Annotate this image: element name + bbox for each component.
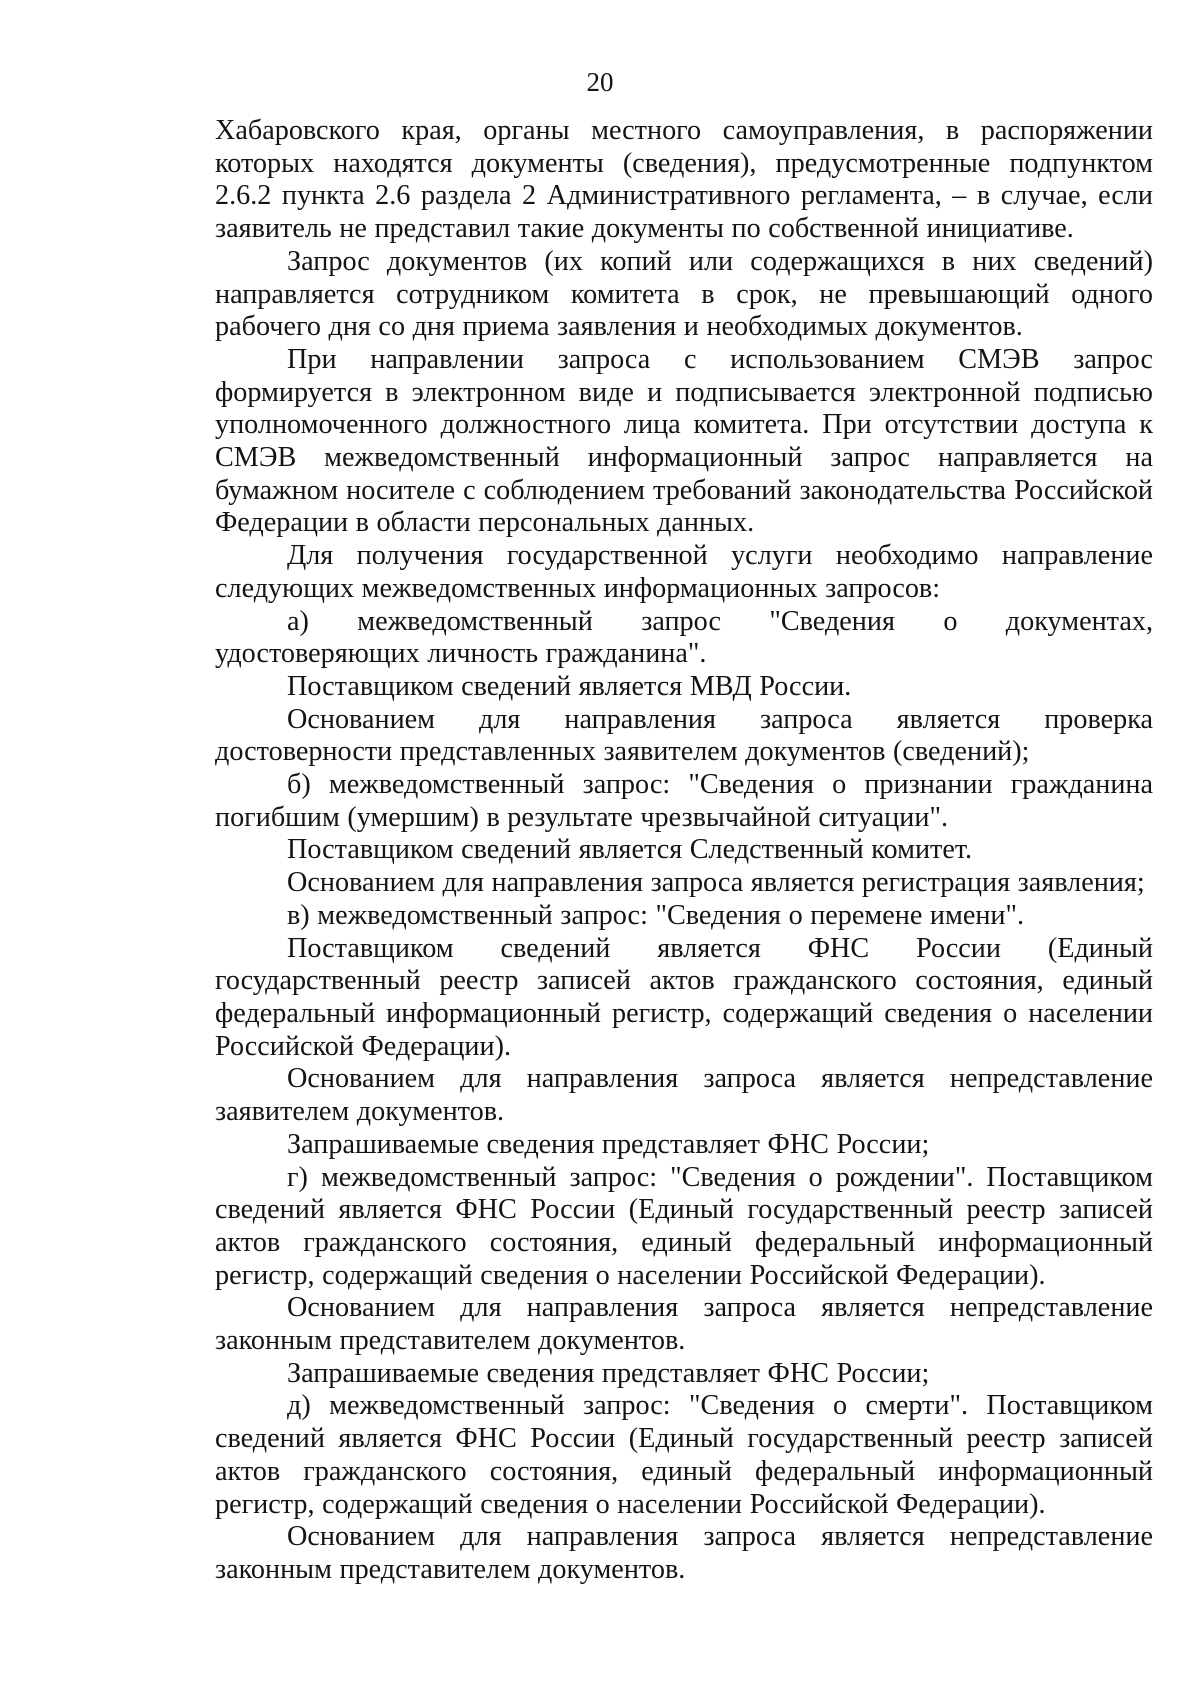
paragraph: Поставщиком сведений является ФНС России (Единый государственный реестр записей актов гражданского состояния, единый федеральный информационный регистр, содержащий сведения о населении Российской Федерации). (215, 932, 1153, 1062)
paragraph: Основанием для направления запроса является непредставление законным представителем документов. (215, 1521, 1153, 1585)
paragraph: а) межведомственный запрос "Сведения о документах, удостоверяющих личность гражданина". (215, 605, 1153, 670)
paragraph: Запрашиваемые сведения представляет ФНС России; (287, 1128, 930, 1160)
paragraph: д) межведомственный запрос: "Сведения о смерти". Поставщиком сведений является ФНС России (Единый государственный реестр записей актов гражданского состояния, единый федеральный информационный регистр, содержащий сведения о населении Российской Федерации). (215, 1390, 1153, 1520)
paragraph: б) межведомственный запрос: "Сведения о признании гражданина погибшим (умершим) в результате чрезвычайной ситуации". (215, 769, 1153, 833)
paragraph: в) межведомственный запрос: "Сведения о перемене имени". (287, 899, 1025, 931)
paragraph: Запрос документов (их копий или содержащихся в них сведений) направляется сотрудником комитета в срок, не превышающий одного рабочего дня со дня приема заявления и необходимых документов. (215, 245, 1153, 343)
paragraph: Основанием для направления запроса является регистрация заявления; (287, 867, 1145, 899)
paragraph: Основанием для направления запроса является проверка достоверности представленных заявителем документов (сведений); (215, 703, 1153, 768)
paragraph: г) межведомственный запрос: "Сведения о рождении". Поставщиком сведений является ФНС России (Единый государственный реестр записей актов гражданского состояния, единый федеральный информационный регистр, содержащий сведения о населении Российской Федерации). (215, 1161, 1153, 1291)
paragraph: Хабаровского края, органы местного самоуправления, в распоряжении которых находятся документы (сведения), предусмотренные подпунктом 2.6.2 пункта 2.6 раздела 2 Административного регламента, – в случае, если заявитель не представил такие документы по собственной инициативе. (215, 115, 1153, 245)
paragraph: Для получения государственной услуги необходимо направление следующих межведомственных информационных запросов: (215, 540, 1153, 604)
paragraph: Поставщиком сведений является Следственный комитет. (287, 834, 973, 866)
document-body (215, 115, 1153, 1587)
paragraph: При направлении запроса с использованием СМЭВ запрос формируется в электронном виде и подписывается электронной подписью уполномоченного должностного лица комитета. При отсутствии доступа к СМЭВ межведомственный информационный запрос направляется на бумажном носителе с соблюдением требований законодательства Российской Федерации в области персональных данных. (215, 343, 1153, 539)
paragraph: Основанием для направления запроса является непредставление заявителем документов. (215, 1063, 1153, 1128)
paragraph: Запрашиваемые сведения представляет ФНС России; (287, 1357, 930, 1389)
paragraph: Основанием для направления запроса является непредставление законным представителем документов. (215, 1292, 1153, 1357)
paragraph: Поставщиком сведений является МВД России. (287, 670, 852, 702)
page-number: 20 (586, 67, 614, 97)
